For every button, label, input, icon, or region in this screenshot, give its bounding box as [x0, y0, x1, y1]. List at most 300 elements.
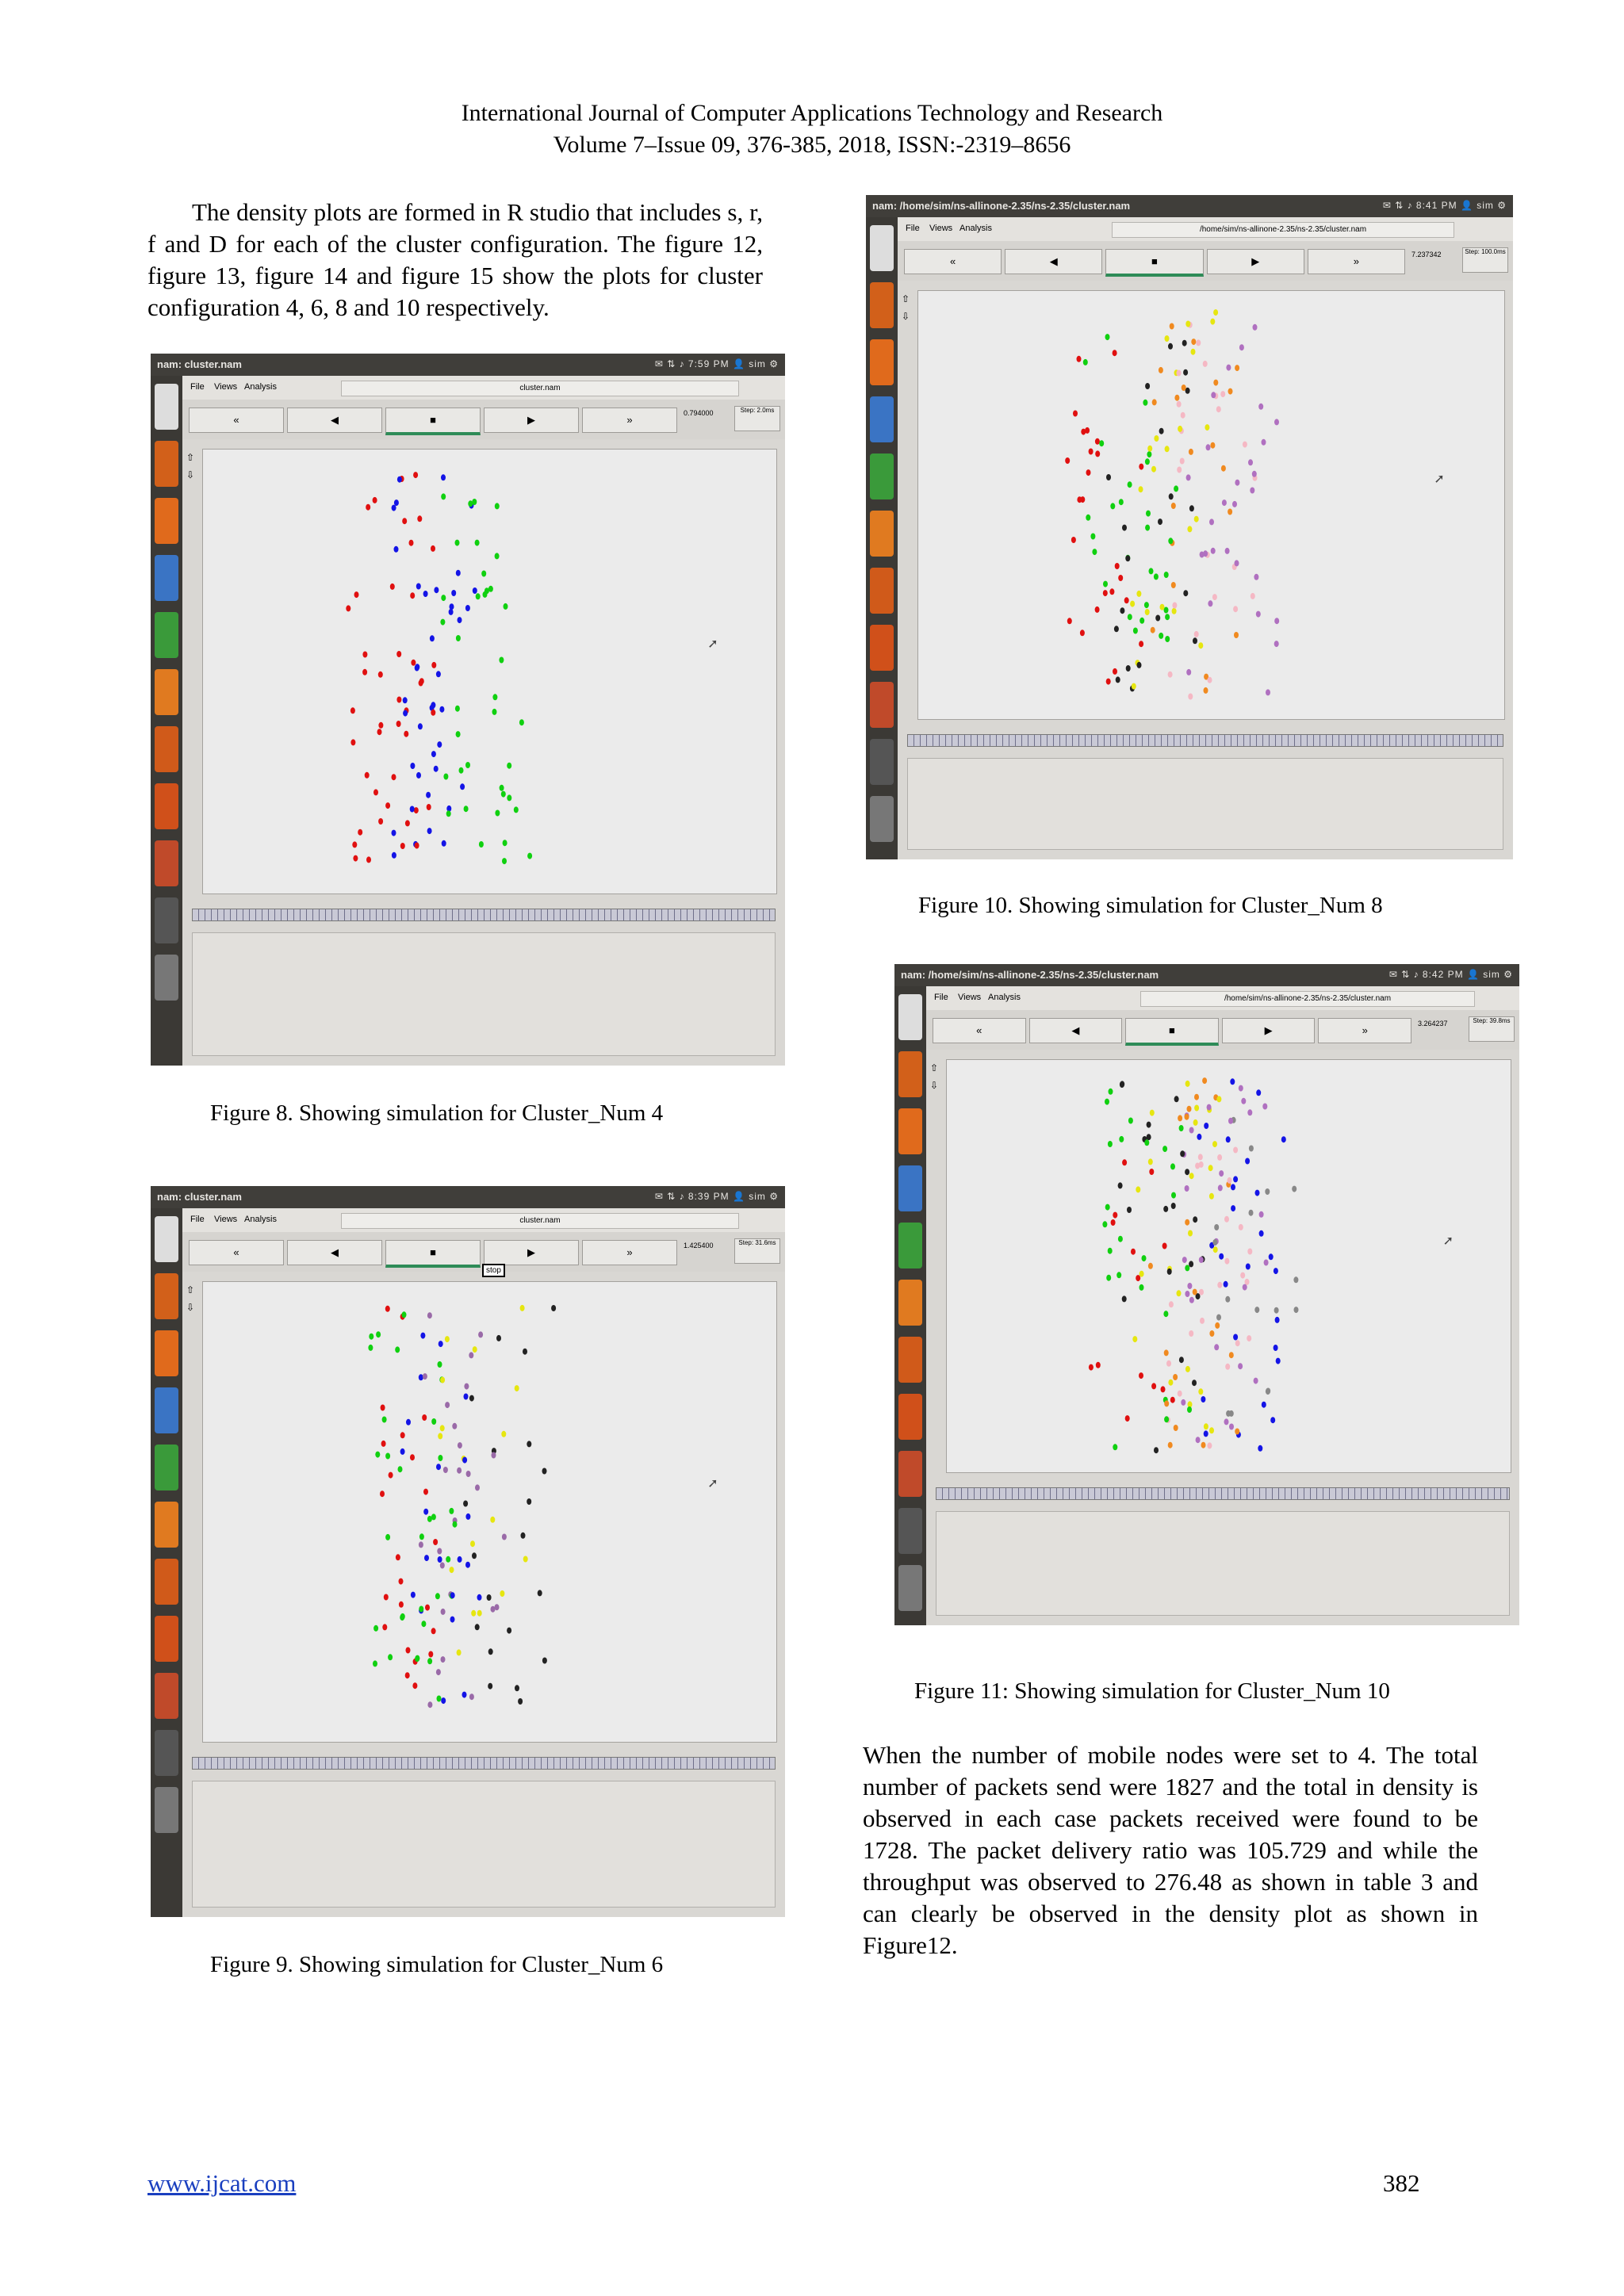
mobile-node[interactable]	[1212, 594, 1217, 600]
mobile-node[interactable]	[440, 1377, 445, 1383]
launcher-app-icon[interactable]	[898, 1280, 922, 1326]
mobile-node[interactable]	[1248, 459, 1253, 465]
mobile-node[interactable]	[495, 810, 500, 817]
mobile-node[interactable]	[456, 570, 461, 576]
mobile-node[interactable]	[1172, 608, 1177, 614]
launcher-app-icon[interactable]	[155, 1787, 178, 1833]
mobile-node[interactable]	[1209, 1330, 1214, 1337]
mobile-node[interactable]	[1125, 1415, 1130, 1422]
mobile-node[interactable]	[1253, 324, 1258, 331]
mobile-node[interactable]	[1186, 669, 1191, 675]
launcher-app-icon[interactable]	[155, 384, 178, 430]
mobile-node[interactable]	[1229, 1424, 1234, 1430]
mobile-node[interactable]	[1233, 1334, 1238, 1341]
mobile-node[interactable]	[1198, 1388, 1203, 1395]
mobile-node[interactable]	[437, 741, 442, 748]
mobile-node[interactable]	[424, 1555, 429, 1561]
mobile-node[interactable]	[1266, 689, 1270, 695]
mobile-node[interactable]	[1194, 631, 1199, 637]
mobile-node[interactable]	[425, 1605, 430, 1611]
mobile-node[interactable]	[457, 1468, 462, 1474]
mobile-node[interactable]	[542, 1468, 547, 1475]
mobile-node[interactable]	[1185, 1081, 1190, 1087]
mobile-node[interactable]	[1165, 446, 1170, 452]
mobile-node[interactable]	[406, 1419, 411, 1425]
mobile-node[interactable]	[1212, 1239, 1217, 1246]
mobile-node[interactable]	[1179, 1357, 1184, 1363]
mobile-node[interactable]	[1275, 1317, 1280, 1323]
mobile-node[interactable]	[1189, 1261, 1193, 1267]
mobile-node[interactable]	[1219, 1170, 1224, 1177]
step-slider[interactable]	[1469, 1016, 1515, 1042]
mobile-node[interactable]	[1185, 1219, 1189, 1226]
mobile-node[interactable]	[394, 546, 399, 553]
stop-button[interactable]: ■	[385, 408, 481, 435]
mobile-node[interactable]	[1293, 1276, 1298, 1283]
mobile-node[interactable]	[366, 504, 370, 511]
mobile-node[interactable]	[1185, 1366, 1190, 1372]
step-back-button[interactable]: ◀	[287, 1240, 382, 1265]
mobile-node[interactable]	[1228, 388, 1233, 395]
mobile-node[interactable]	[353, 855, 358, 862]
mobile-node[interactable]	[436, 671, 441, 677]
mobile-node[interactable]	[443, 774, 448, 780]
play-button[interactable]: ▶	[1207, 249, 1304, 274]
mobile-node[interactable]	[1262, 439, 1266, 446]
mobile-node[interactable]	[1247, 1249, 1252, 1255]
mobile-node[interactable]	[473, 1346, 477, 1353]
mobile-node[interactable]	[1145, 383, 1150, 389]
mobile-node[interactable]	[465, 1513, 470, 1520]
mobile-node[interactable]	[1139, 464, 1143, 470]
rewind-button[interactable]: «	[189, 1240, 284, 1265]
mobile-node[interactable]	[1213, 380, 1218, 386]
mobile-node[interactable]	[1182, 340, 1187, 346]
mobile-node[interactable]	[521, 1533, 526, 1539]
mobile-node[interactable]	[465, 1562, 470, 1568]
mobile-node[interactable]	[396, 721, 401, 727]
zoom-out-icon[interactable]: ⇩	[902, 311, 910, 322]
mobile-node[interactable]	[1191, 339, 1196, 345]
mobile-node[interactable]	[1128, 614, 1132, 620]
mobile-node[interactable]	[418, 723, 423, 729]
mobile-node[interactable]	[1222, 499, 1227, 506]
mobile-node[interactable]	[1294, 1307, 1299, 1313]
mobile-node[interactable]	[1198, 1154, 1203, 1160]
menu-analysis[interactable]: Analysis	[959, 224, 992, 233]
mobile-node[interactable]	[455, 540, 460, 546]
zoom-out-icon[interactable]: ⇩	[930, 1080, 939, 1091]
mobile-node[interactable]	[469, 1352, 473, 1358]
launcher-app-icon[interactable]	[898, 994, 922, 1040]
mobile-node[interactable]	[1128, 1118, 1133, 1124]
mobile-node[interactable]	[431, 545, 435, 552]
mobile-node[interactable]	[1116, 676, 1120, 683]
mobile-node[interactable]	[1274, 1268, 1278, 1274]
mobile-node[interactable]	[1217, 1282, 1222, 1288]
mobile-node[interactable]	[431, 662, 436, 668]
mobile-node[interactable]	[1182, 385, 1186, 391]
launcher-app-icon[interactable]	[155, 726, 178, 772]
mobile-node[interactable]	[1168, 1442, 1173, 1448]
mobile-node[interactable]	[420, 1333, 425, 1339]
mobile-node[interactable]	[515, 1685, 519, 1691]
mobile-node[interactable]	[460, 783, 465, 790]
menu-views[interactable]: Views	[958, 993, 982, 1002]
mobile-node[interactable]	[1137, 662, 1142, 668]
mobile-node[interactable]	[1106, 474, 1111, 480]
mobile-node[interactable]	[1211, 548, 1216, 554]
mobile-node[interactable]	[416, 772, 421, 779]
mobile-node[interactable]	[1080, 496, 1085, 503]
mobile-node[interactable]	[1118, 575, 1123, 581]
mobile-node[interactable]	[1103, 581, 1108, 587]
mobile-node[interactable]	[518, 1698, 523, 1705]
menu-file[interactable]: File	[906, 224, 920, 233]
zoom-in-icon[interactable]: ⇧	[930, 1062, 939, 1073]
mobile-node[interactable]	[1125, 555, 1130, 561]
launcher-app-icon[interactable]	[898, 1165, 922, 1211]
mobile-node[interactable]	[378, 818, 383, 825]
network-animation-canvas[interactable]	[917, 290, 1505, 720]
menu-file[interactable]: File	[934, 993, 948, 1002]
mobile-node[interactable]	[1147, 1134, 1151, 1140]
mobile-node[interactable]	[1208, 600, 1212, 607]
mobile-node[interactable]	[1114, 626, 1119, 632]
mobile-node[interactable]	[1204, 1423, 1208, 1429]
mobile-node[interactable]	[1166, 1360, 1171, 1367]
mobile-node[interactable]	[464, 806, 469, 812]
mobile-node[interactable]	[399, 1601, 404, 1608]
launcher-app-icon[interactable]	[155, 612, 178, 658]
mobile-node[interactable]	[366, 856, 371, 863]
launcher-app-icon[interactable]	[898, 1051, 922, 1097]
mobile-node[interactable]	[492, 709, 497, 715]
mobile-node[interactable]	[414, 807, 419, 813]
mobile-node[interactable]	[1262, 1402, 1266, 1408]
mobile-node[interactable]	[1187, 1406, 1192, 1413]
mobile-node[interactable]	[1247, 1335, 1251, 1341]
mobile-node[interactable]	[483, 591, 488, 598]
stop-button[interactable]: ■	[1125, 1018, 1219, 1046]
mobile-node[interactable]	[1232, 501, 1237, 507]
mobile-node[interactable]	[1233, 1147, 1238, 1154]
mobile-node[interactable]	[1089, 449, 1094, 455]
mobile-node[interactable]	[1239, 1224, 1243, 1230]
mobile-node[interactable]	[1119, 499, 1124, 505]
mobile-node[interactable]	[427, 1312, 432, 1318]
mobile-node[interactable]	[1065, 457, 1070, 464]
mobile-node[interactable]	[1224, 1258, 1229, 1265]
mobile-node[interactable]	[1220, 391, 1225, 397]
mobile-node[interactable]	[427, 1658, 432, 1664]
mobile-node[interactable]	[404, 731, 408, 737]
menu-file[interactable]: File	[190, 1215, 205, 1224]
timeline-slider[interactable]	[192, 909, 776, 921]
mobile-node[interactable]	[1173, 1374, 1178, 1380]
mobile-node[interactable]	[1209, 1193, 1214, 1200]
mobile-node[interactable]	[458, 617, 462, 623]
mobile-node[interactable]	[443, 1467, 448, 1473]
mobile-node[interactable]	[1132, 683, 1136, 690]
mobile-node[interactable]	[431, 1513, 436, 1520]
mobile-node[interactable]	[523, 1556, 528, 1563]
mobile-node[interactable]	[419, 1533, 424, 1540]
mobile-node[interactable]	[1081, 429, 1086, 435]
mobile-node[interactable]	[1210, 319, 1215, 325]
mobile-node[interactable]	[440, 619, 445, 626]
mobile-node[interactable]	[507, 763, 511, 769]
mobile-node[interactable]	[378, 672, 383, 678]
mobile-node[interactable]	[1103, 590, 1108, 596]
mobile-node[interactable]	[1212, 1141, 1217, 1147]
play-button[interactable]: ▶	[484, 408, 579, 433]
mobile-node[interactable]	[456, 731, 461, 737]
mobile-node[interactable]	[1234, 632, 1239, 638]
mobile-node[interactable]	[1226, 1410, 1231, 1417]
mobile-node[interactable]	[400, 1448, 405, 1455]
mobile-node[interactable]	[490, 1517, 495, 1523]
launcher-app-icon[interactable]	[155, 840, 178, 886]
mobile-node[interactable]	[1185, 1185, 1189, 1192]
mobile-node[interactable]	[462, 1692, 467, 1698]
mobile-node[interactable]	[1113, 1212, 1117, 1219]
mobile-node[interactable]	[527, 853, 532, 859]
mobile-node[interactable]	[1203, 550, 1208, 557]
mobile-node[interactable]	[1231, 1205, 1235, 1211]
mobile-node[interactable]	[1155, 615, 1160, 622]
mobile-node[interactable]	[471, 1610, 476, 1617]
mobile-node[interactable]	[1200, 1318, 1205, 1324]
mobile-node[interactable]	[389, 1472, 393, 1479]
mobile-node[interactable]	[1188, 1230, 1193, 1237]
mobile-node[interactable]	[1204, 1123, 1208, 1129]
launcher-app-icon[interactable]	[155, 1616, 178, 1662]
mobile-node[interactable]	[507, 794, 511, 801]
mobile-node[interactable]	[1151, 1383, 1156, 1389]
mobile-node[interactable]	[1207, 1104, 1212, 1111]
mobile-node[interactable]	[445, 1402, 450, 1408]
mobile-node[interactable]	[388, 1654, 393, 1660]
mobile-node[interactable]	[417, 515, 422, 522]
mobile-node[interactable]	[1216, 1096, 1221, 1102]
mobile-node[interactable]	[430, 635, 435, 641]
mobile-node[interactable]	[1243, 442, 1247, 448]
mobile-node[interactable]	[475, 540, 480, 546]
mobile-node[interactable]	[1231, 1184, 1235, 1190]
mobile-node[interactable]	[441, 1656, 446, 1663]
launcher-app-icon[interactable]	[155, 783, 178, 829]
mobile-node[interactable]	[1211, 392, 1216, 398]
mobile-node[interactable]	[1073, 411, 1078, 417]
mobile-node[interactable]	[1169, 493, 1174, 499]
mobile-node[interactable]	[1077, 356, 1082, 362]
fast-forward-button[interactable]: »	[1318, 1018, 1411, 1043]
mobile-node[interactable]	[458, 1556, 462, 1563]
launcher-app-icon[interactable]	[898, 1508, 922, 1554]
mobile-node[interactable]	[1274, 618, 1279, 624]
menu-views[interactable]: Views	[214, 1215, 238, 1224]
mobile-node[interactable]	[1238, 1363, 1243, 1369]
mobile-node[interactable]	[427, 1701, 432, 1708]
mobile-node[interactable]	[1090, 534, 1095, 540]
mobile-node[interactable]	[1183, 369, 1188, 376]
mobile-node[interactable]	[411, 1592, 416, 1598]
mobile-node[interactable]	[1180, 458, 1185, 465]
mobile-node[interactable]	[1108, 1248, 1113, 1254]
mobile-node[interactable]	[385, 1306, 390, 1312]
mobile-node[interactable]	[1163, 1206, 1168, 1212]
mobile-node[interactable]	[1281, 1136, 1286, 1142]
mobile-node[interactable]	[403, 710, 408, 717]
mobile-node[interactable]	[1169, 1301, 1174, 1307]
mobile-node[interactable]	[470, 1540, 475, 1547]
mobile-node[interactable]	[1127, 1207, 1132, 1213]
mobile-node[interactable]	[1189, 1330, 1193, 1337]
mobile-node[interactable]	[450, 1617, 455, 1623]
launcher-app-icon[interactable]	[155, 1559, 178, 1605]
launcher-app-icon[interactable]	[155, 1502, 178, 1548]
mobile-node[interactable]	[1115, 563, 1120, 569]
mobile-node[interactable]	[441, 1697, 446, 1704]
mobile-node[interactable]	[1235, 365, 1239, 371]
mobile-node[interactable]	[1174, 1096, 1179, 1102]
mobile-node[interactable]	[502, 1534, 507, 1540]
mobile-node[interactable]	[375, 1452, 380, 1458]
mobile-node[interactable]	[390, 584, 395, 590]
mobile-node[interactable]	[458, 1442, 462, 1448]
mobile-node[interactable]	[373, 1625, 378, 1632]
mobile-node[interactable]	[1154, 435, 1159, 442]
mobile-node[interactable]	[398, 1466, 403, 1472]
mobile-node[interactable]	[1109, 588, 1114, 595]
launcher-app-icon[interactable]	[155, 1673, 178, 1719]
mobile-node[interactable]	[495, 1604, 500, 1610]
mobile-node[interactable]	[415, 1655, 419, 1662]
launcher-app-icon[interactable]	[870, 796, 894, 842]
mobile-node[interactable]	[1145, 525, 1150, 531]
mobile-node[interactable]	[419, 1606, 423, 1613]
mobile-node[interactable]	[1208, 1165, 1213, 1171]
mobile-node[interactable]	[1154, 1447, 1159, 1453]
mobile-node[interactable]	[1171, 1203, 1176, 1209]
mobile-node[interactable]	[378, 722, 383, 729]
mobile-node[interactable]	[1139, 486, 1143, 492]
zoom-out-icon[interactable]: ⇩	[186, 1302, 195, 1313]
mobile-node[interactable]	[1168, 343, 1173, 350]
mobile-node[interactable]	[1230, 1078, 1235, 1085]
mobile-node[interactable]	[442, 840, 446, 847]
mobile-node[interactable]	[1202, 1077, 1207, 1084]
mobile-node[interactable]	[1111, 1219, 1116, 1226]
mobile-node[interactable]	[369, 1334, 373, 1340]
mobile-node[interactable]	[415, 665, 419, 672]
mobile-node[interactable]	[1185, 1114, 1189, 1120]
launcher-app-icon[interactable]	[870, 339, 894, 385]
mobile-node[interactable]	[519, 719, 524, 725]
mobile-node[interactable]	[476, 593, 481, 599]
mobile-node[interactable]	[1160, 604, 1165, 610]
mobile-node[interactable]	[1178, 1391, 1182, 1397]
mobile-node[interactable]	[346, 605, 350, 611]
mobile-node[interactable]	[1197, 1134, 1201, 1140]
mobile-node[interactable]	[492, 1452, 496, 1459]
mobile-node[interactable]	[1152, 399, 1157, 405]
launcher-app-icon[interactable]	[155, 897, 178, 943]
mobile-node[interactable]	[1254, 1378, 1258, 1384]
launcher-app-icon[interactable]	[155, 669, 178, 715]
mobile-node[interactable]	[450, 1592, 455, 1598]
mobile-node[interactable]	[436, 1669, 441, 1675]
mobile-node[interactable]	[373, 789, 378, 795]
mobile-node[interactable]	[1205, 424, 1209, 430]
launcher-app-icon[interactable]	[155, 1330, 178, 1376]
mobile-node[interactable]	[1133, 628, 1138, 634]
mobile-node[interactable]	[362, 669, 367, 675]
mobile-node[interactable]	[433, 1539, 438, 1545]
mobile-node[interactable]	[439, 706, 444, 713]
mobile-node[interactable]	[441, 493, 446, 499]
mobile-node[interactable]	[1219, 1253, 1224, 1260]
mobile-node[interactable]	[1136, 1186, 1140, 1192]
fast-forward-button[interactable]: »	[582, 1240, 677, 1265]
mobile-node[interactable]	[1168, 1380, 1173, 1386]
mobile-node[interactable]	[1226, 1136, 1231, 1142]
mobile-node[interactable]	[1245, 1158, 1250, 1165]
mobile-node[interactable]	[431, 1418, 436, 1425]
mobile-node[interactable]	[1235, 1340, 1240, 1346]
mobile-node[interactable]	[1246, 1264, 1251, 1270]
launcher-app-icon[interactable]	[870, 511, 894, 557]
mobile-node[interactable]	[1168, 538, 1173, 544]
launcher-app-icon[interactable]	[155, 1387, 178, 1433]
mobile-node[interactable]	[1102, 1221, 1107, 1227]
mobile-node[interactable]	[1185, 1265, 1189, 1271]
mobile-node[interactable]	[478, 1331, 483, 1337]
mobile-node[interactable]	[1209, 1427, 1214, 1433]
mobile-node[interactable]	[1113, 1444, 1117, 1450]
mobile-node[interactable]	[1196, 339, 1201, 346]
mobile-node[interactable]	[487, 1594, 492, 1601]
mobile-node[interactable]	[465, 762, 470, 768]
mobile-node[interactable]	[422, 1414, 427, 1421]
mobile-node[interactable]	[451, 590, 456, 596]
launcher-app-icon[interactable]	[870, 453, 894, 499]
mobile-node[interactable]	[1161, 1386, 1166, 1392]
mobile-node[interactable]	[434, 766, 439, 772]
mobile-node[interactable]	[1262, 1104, 1267, 1110]
mobile-node[interactable]	[1256, 1089, 1261, 1096]
mobile-node[interactable]	[1239, 1085, 1243, 1092]
network-animation-canvas[interactable]	[202, 449, 777, 894]
mobile-node[interactable]	[449, 609, 454, 615]
mobile-node[interactable]	[400, 843, 405, 849]
mobile-node[interactable]	[1120, 607, 1124, 614]
launcher-app-icon[interactable]	[155, 1730, 178, 1776]
rewind-button[interactable]: «	[904, 249, 1002, 274]
mobile-node[interactable]	[1174, 1425, 1178, 1431]
play-button[interactable]: ▶	[484, 1240, 579, 1265]
launcher-app-icon[interactable]	[870, 282, 894, 328]
mobile-node[interactable]	[501, 791, 506, 798]
mobile-node[interactable]	[1131, 1249, 1136, 1255]
mobile-node[interactable]	[441, 595, 446, 601]
mobile-node[interactable]	[1214, 1224, 1219, 1230]
mobile-node[interactable]	[527, 1498, 531, 1505]
mobile-node[interactable]	[1162, 1146, 1167, 1152]
timeline-slider[interactable]	[192, 1757, 776, 1770]
mobile-node[interactable]	[1186, 474, 1191, 480]
